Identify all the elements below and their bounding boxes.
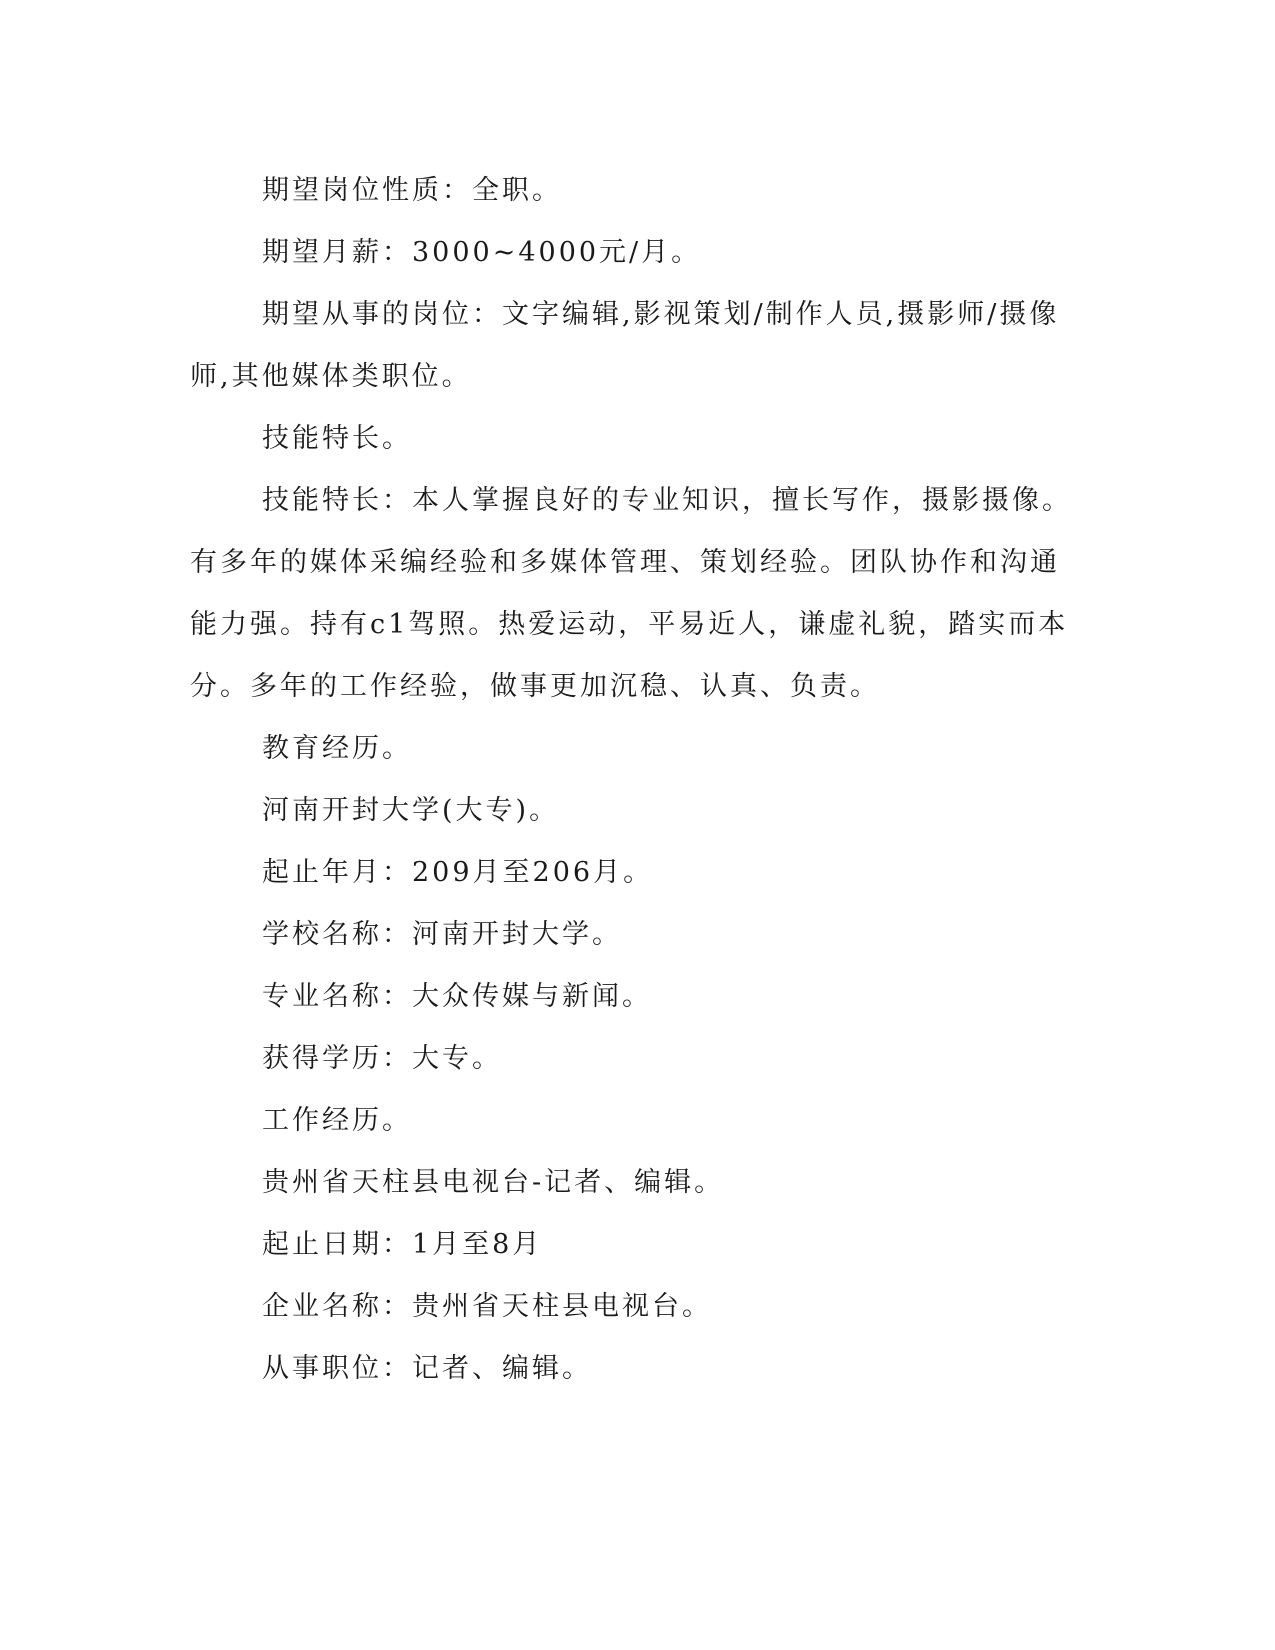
- skills-description: 技能特长：本人掌握良好的专业知识，擅长写作，摄影摄像。有多年的媒体采编经验和多媒体管理、策划经验。团队协作和沟通能力强。持有c1驾照。热爱运动，平易近人，谦虚礼貌，踏实而本分。多年的工作经验，做事更加沉稳、认真、负责。: [190, 485, 1072, 702]
- education-major: 专业名称：大众传媒与新闻。: [262, 981, 652, 1012]
- expected-job-type: 期望岗位性质：全职。: [262, 175, 562, 206]
- document-body: [190, 160, 1080, 1400]
- work-employer-title: 贵州省天柱县电视台-记者、编辑。: [262, 1167, 725, 1198]
- education-school-name: 学校名称：河南开封大学。: [262, 919, 622, 950]
- skills-heading: 技能特长。: [262, 423, 412, 454]
- work-company-name: 企业名称：贵州省天柱县电视台。: [262, 1291, 712, 1322]
- work-heading: 工作经历。: [262, 1105, 412, 1136]
- expected-positions: 期望从事的岗位：文字编辑,影视策划/制作人员,摄影师/摄像师,其他媒体类职位。: [190, 299, 1060, 392]
- education-heading: 教育经历。: [262, 733, 412, 764]
- education-period: 起止年月：209月至206月。: [262, 857, 654, 888]
- expected-salary: 期望月薪：3000~4000元/月。: [262, 237, 702, 268]
- work-position: 从事职位：记者、编辑。: [262, 1353, 592, 1384]
- education-degree: 获得学历：大专。: [262, 1043, 502, 1074]
- work-period: 起止日期：1月至8月: [262, 1229, 543, 1260]
- education-school-title: 河南开封大学(大专)。: [262, 795, 560, 826]
